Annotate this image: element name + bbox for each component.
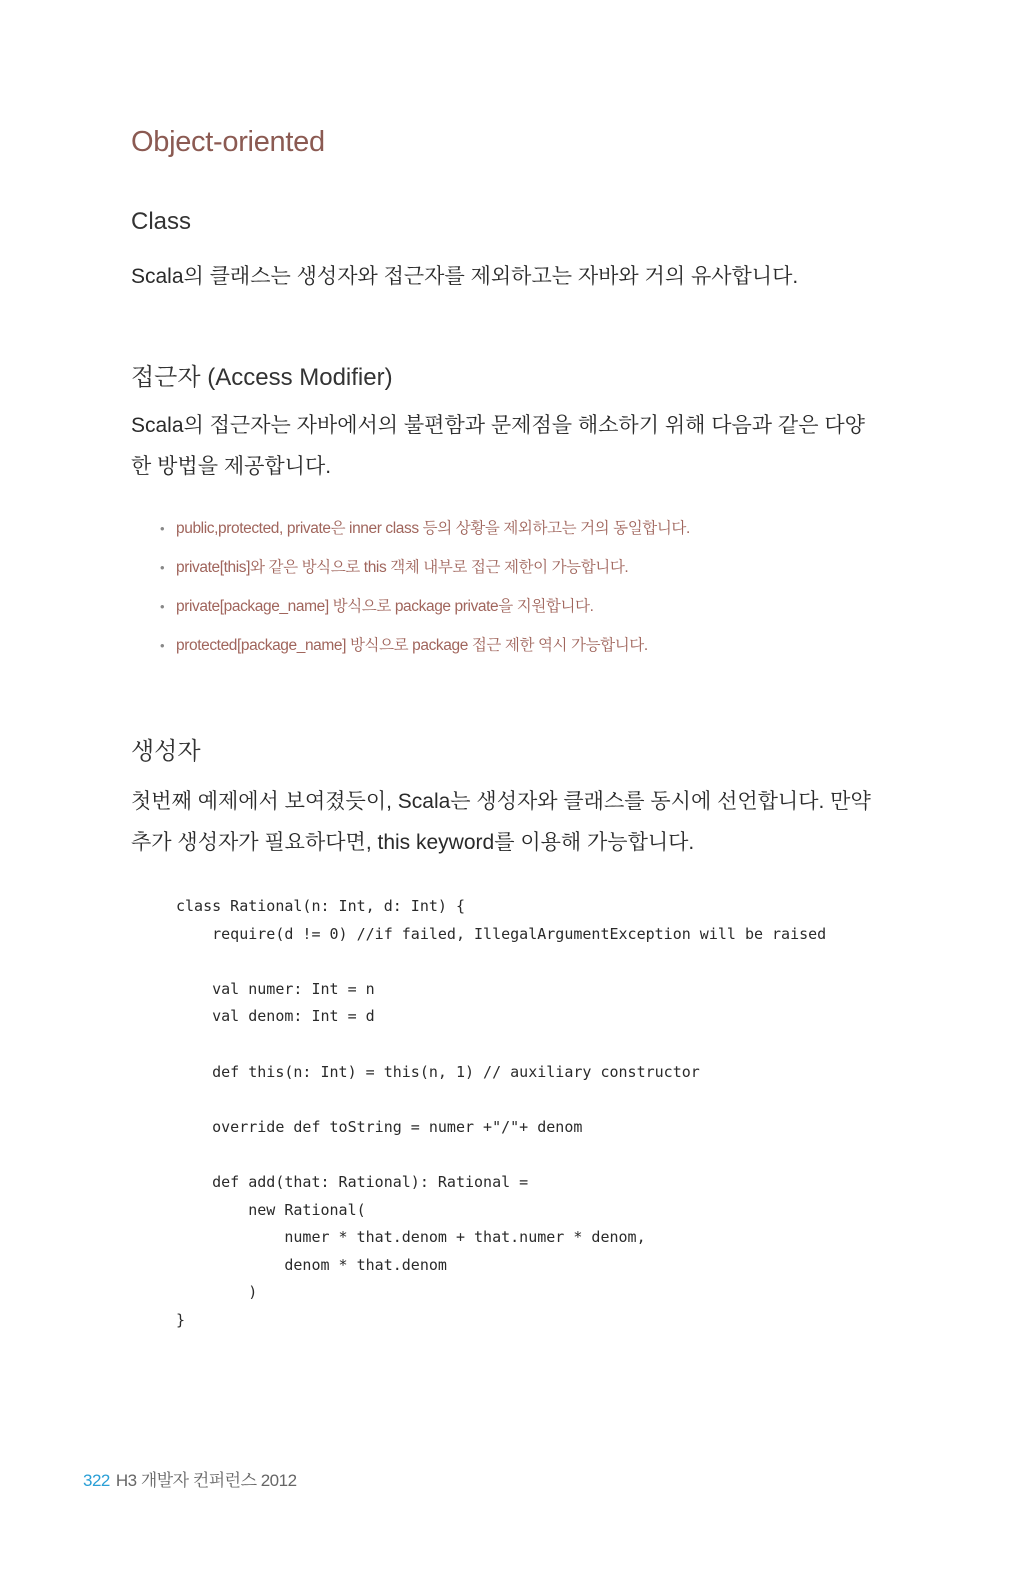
list-item: • private[this]와 같은 방식으로 this 객체 내부로 접근 제한이 가능합니다. [160, 553, 880, 592]
class-heading: Class [131, 208, 192, 235]
code-block: class Rational(n: Int, d: Int) { require(d != 0) //if failed, IllegalArgumentException will be raised val numer: Int = n val denom: Int = d def this(n: Int) = this(n, 1) // auxiliary constructor override def toString = numer +"/"+ denom def add(that: Rational): Rational = new Rational( numer * that.denom + that.numer * denom, denom * that.denom ) } [176, 897, 827, 1329]
access-modifier-list [160, 514, 880, 670]
section-title: Object-oriented [131, 126, 325, 158]
constructor-paragraph: 첫번째 예제에서 보여졌듯이, Scala는 생성자와 클래스를 동시에 선언합니다. 만약 추가 생성자가 필요하다면, this keyword를 이용해 가능합니다. [131, 790, 871, 854]
footer-title: H3 개발자 컨퍼런스 2012 [115, 1471, 297, 1490]
list-item: • protected[package_name] 방식으로 package 접근 제한 역시 가능합니다. [160, 631, 880, 670]
class-paragraph: Scala의 클래스는 생성자와 접근자를 제외하고는 자바와 거의 유사합니다. [131, 265, 799, 288]
page-footer [83, 1466, 297, 1491]
access-modifier-paragraph: Scala의 접근자는 자바에서의 불편함과 문제점을 해소하기 위해 다음과 같은 다양한 방법을 제공합니다. [131, 414, 865, 478]
page-number: 322 [83, 1471, 110, 1490]
list-item: • public,protected, private은 inner class 등의 상황을 제외하고는 거의 동일합니다. [160, 514, 880, 553]
constructor-heading: 생성자 [131, 738, 201, 765]
list-item: • private[package_name] 방식으로 package private을 지원합니다. [160, 592, 880, 631]
access-modifier-heading: 접근자 (Access Modifier) [131, 364, 393, 391]
